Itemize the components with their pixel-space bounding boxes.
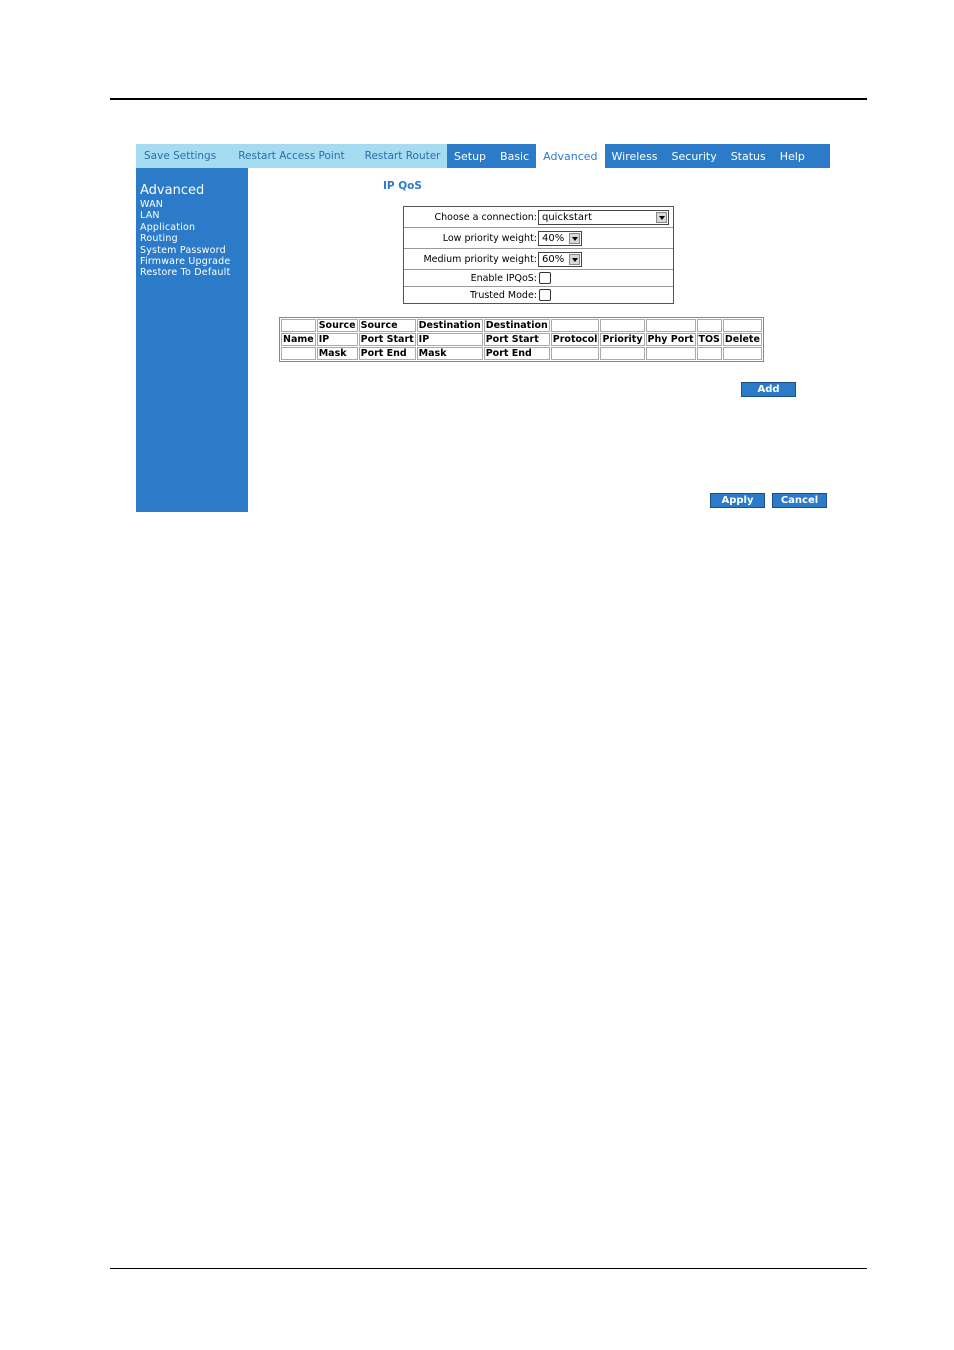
sidebar: [136, 168, 248, 512]
table-header-cell: [723, 319, 762, 332]
low-priority-row: [404, 227, 673, 248]
add-button[interactable]: Add: [741, 382, 796, 397]
table-header-row-3: [281, 347, 762, 360]
low-priority-value: 40%: [542, 232, 565, 244]
low-priority-select[interactable]: [538, 231, 582, 246]
table-header-cell: Delete: [724, 334, 760, 345]
cancel-button[interactable]: Cancel: [772, 493, 827, 508]
table-header-cell: [697, 319, 722, 332]
table-header-cell: Protocol: [552, 334, 598, 345]
low-priority-label: Low priority weight:: [442, 232, 537, 244]
table-header-cell: Port Start: [360, 334, 414, 345]
sidebar-item-restore-to-default[interactable]: Restore To Default: [140, 267, 231, 279]
chevron-down-icon[interactable]: [569, 233, 580, 244]
sidebar-item-system-password[interactable]: System Password: [140, 244, 226, 256]
table-header-cell: IP: [417, 333, 483, 346]
top-bar: [136, 144, 830, 168]
page-top-rule: [110, 98, 867, 100]
page-bottom-rule: [110, 1268, 867, 1269]
tab-security[interactable]: Security: [671, 149, 717, 163]
table-header-cell: IP: [317, 333, 358, 346]
restart-access-point-link[interactable]: Restart Access Point: [238, 150, 345, 162]
table-header-cell: Port End: [484, 347, 550, 360]
sidebar-menu: [140, 199, 230, 279]
tab-status[interactable]: Status: [730, 149, 766, 163]
table-header-row-1: [281, 319, 762, 332]
restart-router-link[interactable]: Restart Router: [364, 150, 441, 162]
chevron-down-icon[interactable]: [569, 254, 580, 265]
table-header-cell: [646, 347, 696, 360]
page-title: IP QoS: [383, 180, 422, 192]
table-header-cell: Priority: [602, 334, 643, 345]
main-nav-tabs: [447, 144, 830, 168]
enable-ipqos-checkbox[interactable]: [539, 272, 551, 284]
enable-ipqos-row: [404, 269, 673, 286]
table-header-cell: Mask: [417, 347, 483, 360]
connection-select-value: quickstart: [542, 211, 593, 223]
connection-row: [404, 207, 673, 227]
medium-priority-row: [404, 248, 673, 269]
save-settings-link[interactable]: Save Settings: [144, 150, 217, 162]
table-header-cell: Name: [283, 334, 314, 345]
table-header-cell: [281, 319, 316, 332]
trusted-mode-checkbox[interactable]: [539, 289, 551, 301]
table-header-row-2: [281, 333, 762, 346]
table-header-cell: [723, 347, 762, 360]
tab-basic[interactable]: Basic: [500, 149, 530, 163]
table-header-cell: Destination: [485, 320, 548, 331]
qos-settings-form: [403, 206, 674, 304]
connection-label: Choose a connection:: [434, 211, 537, 223]
table-header-cell: Source: [318, 320, 356, 331]
utility-bar: [136, 144, 447, 168]
table-header-cell: [600, 347, 644, 360]
medium-priority-select[interactable]: [538, 252, 582, 267]
trusted-mode-row: [404, 286, 673, 303]
table-header-cell: Mask: [317, 347, 358, 360]
qos-rules-table: [279, 317, 764, 362]
chevron-down-icon[interactable]: [656, 212, 667, 223]
table-header-cell: [281, 347, 316, 360]
sidebar-item-firmware-upgrade[interactable]: Firmware Upgrade: [140, 256, 231, 268]
table-header-cell: [646, 319, 696, 332]
table-header-cell: [697, 347, 722, 360]
table-header-cell: [551, 319, 600, 332]
tab-setup[interactable]: Setup: [454, 149, 487, 163]
table-header-cell: [600, 319, 644, 332]
sidebar-item-application[interactable]: Application: [140, 221, 196, 233]
enable-ipqos-label: Enable IPQoS:: [470, 272, 537, 284]
table-header-cell: Port End: [359, 347, 416, 360]
table-header-cell: [551, 347, 600, 360]
connection-select[interactable]: [538, 210, 669, 225]
medium-priority-value: 60%: [542, 253, 565, 265]
medium-priority-label: Medium priority weight:: [423, 253, 537, 265]
tab-wireless[interactable]: Wireless: [611, 149, 658, 163]
table-header-cell: Source: [359, 319, 416, 332]
table-header-cell: Phy Port: [647, 334, 694, 345]
sidebar-title: Advanced: [140, 183, 205, 198]
table-header-cell: Destination: [418, 320, 481, 331]
apply-button[interactable]: Apply: [710, 493, 765, 508]
sidebar-item-lan[interactable]: LAN: [140, 210, 160, 222]
table-header-cell: TOS: [698, 334, 720, 345]
tab-advanced[interactable]: Advanced: [536, 144, 604, 168]
tab-help[interactable]: Help: [779, 149, 805, 163]
trusted-mode-label: Trusted Mode:: [470, 289, 537, 301]
sidebar-item-wan[interactable]: WAN: [140, 199, 164, 210]
table-header-cell: Port Start: [484, 333, 550, 346]
sidebar-item-routing[interactable]: Routing: [140, 233, 178, 245]
